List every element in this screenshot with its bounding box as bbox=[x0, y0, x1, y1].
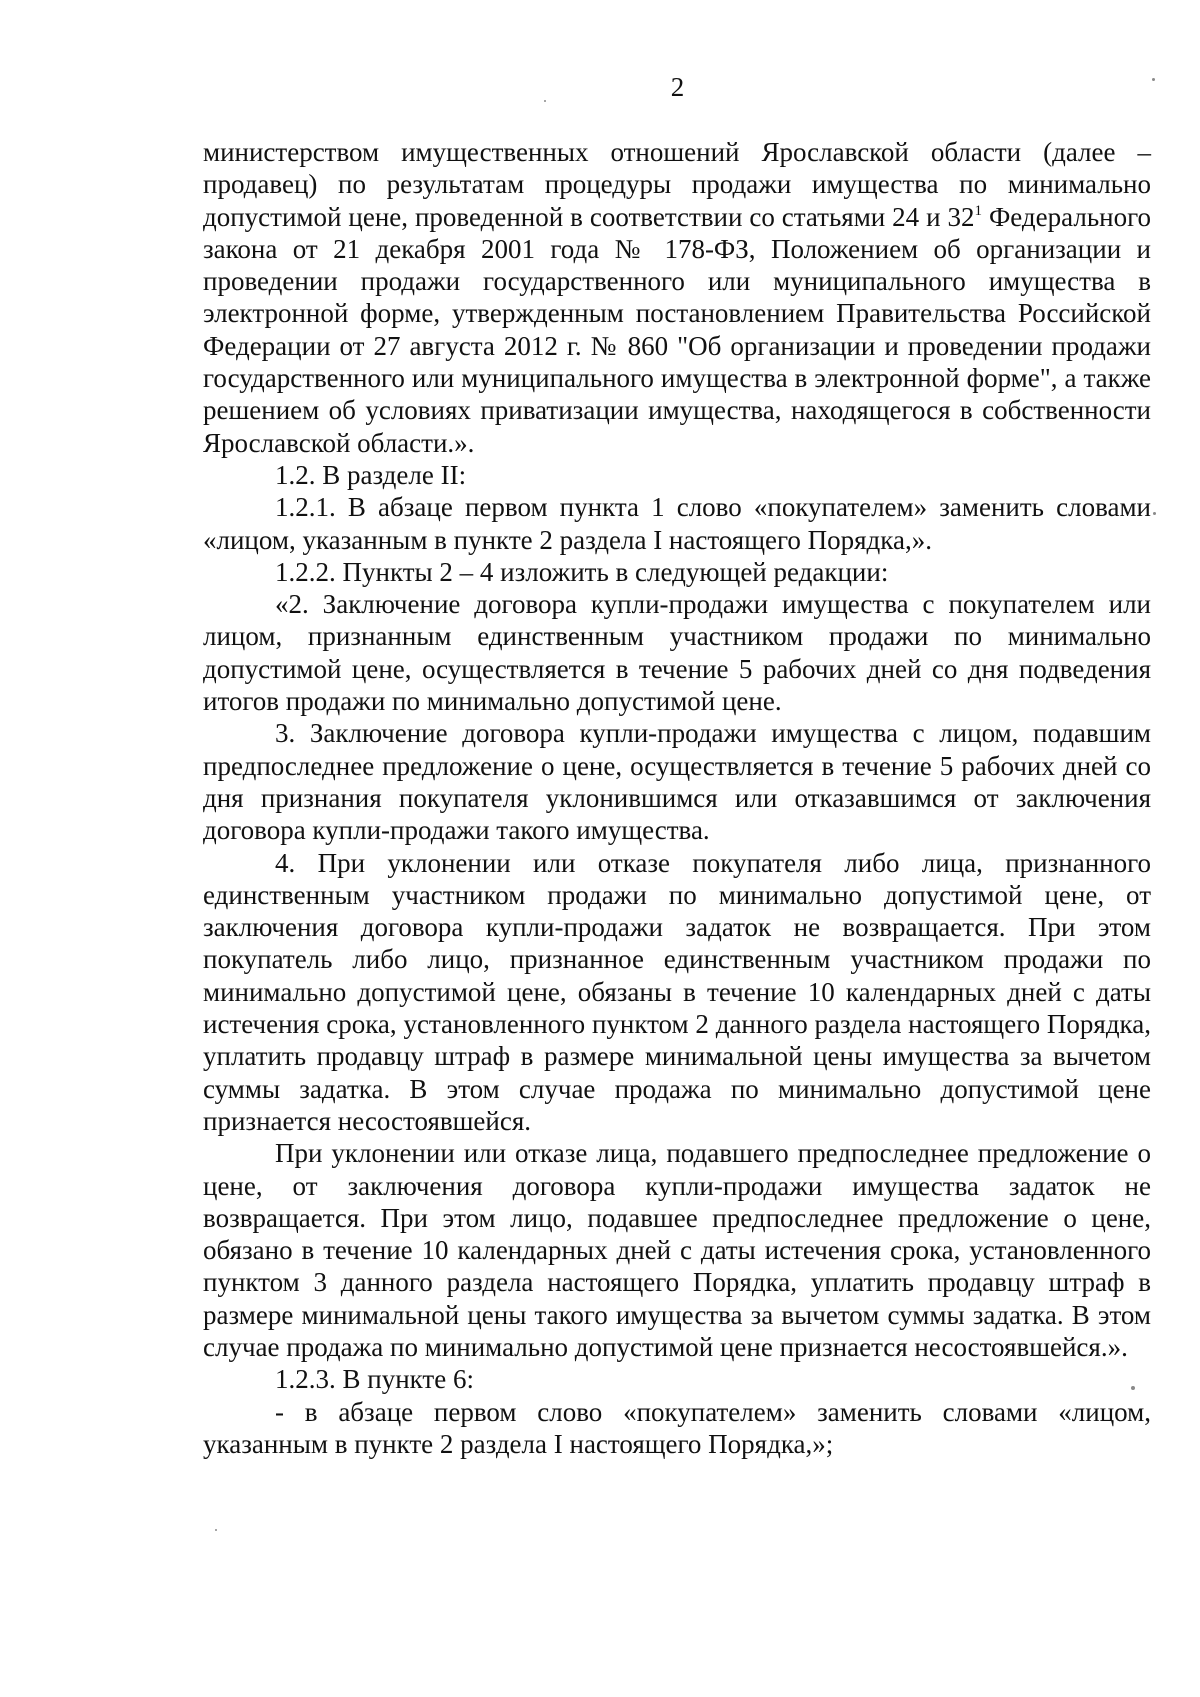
scan-speck bbox=[544, 100, 546, 102]
paragraph-section-1-2-3: 1.2.3. В пункте 6: bbox=[275, 1364, 474, 1395]
paragraph-item-2: «2. Заключение договора купли-продажи имущества с покупателем или лицом, признанным единственным участником продажи по минимально допустимой цене, осуществляется в течение 5 рабочих дней со дня подведения итогов продажи по минимально допустимой цене. bbox=[203, 589, 1151, 717]
page-number: 2 bbox=[670, 72, 685, 102]
paragraph-item-3: 3. Заключение договора купли-продажи имущества с лицом, подавшим предпоследнее предложение о цене, осуществляется в течение 5 рабочих дней со дня признания покупателя уклонившимся или отказавшимся от заключения договора купли-продажи такого имущества. bbox=[203, 718, 1151, 846]
paragraph-section-1-2-2: 1.2.2. Пункты 2 – 4 изложить в следующей редакции: bbox=[275, 556, 889, 587]
paragraph-dash-item: - в абзаце первом слово «покупателем» заменить словами «лицом, указанным в пункте 2 раздела I настоящего Порядка,»; bbox=[203, 1396, 1151, 1459]
paragraph-item-4: 4. При уклонении или отказе покупателя либо лица, признанного единственным участником продажи по минимально допустимой цене, от заключения договора купли-продажи задаток не возвращается. При этом покупатель либо лицо, признанное единственным участником продажи по минимально допустимой цене, обязаны в течение 10 календарных дней с даты истечения срока, установленного пунктом 2 данного раздела настоящего Порядка, уплатить продавцу штраф в размере минимальной цены имущества за вычетом суммы задатка. В этом случае продажа по минимально допустимой цене признается несостоявшейся. bbox=[203, 847, 1151, 1136]
paragraph-item-4-continued: При уклонении или отказе лица, подавшего предпоследнее предложение о цене, от заключения договора купли-продажи имущества задаток не возвращается. При этом лицо, подавшее предпоследнее предложение о цене, обязано в течение 10 календарных дней с даты истечения срока, установленного пунктом 3 данного раздела настоящего Порядка, уплатить продавцу штраф в размере минимальной цены такого имущества за вычетом суммы задатка. В этом случае продажа по минимально допустимой цене признается несостоявшейся.». bbox=[203, 1138, 1151, 1362]
document-body bbox=[203, 136, 1151, 1460]
scan-speck bbox=[1152, 78, 1155, 81]
scan-speck bbox=[215, 1529, 217, 1531]
scan-speck bbox=[1131, 1386, 1135, 1390]
paragraph-section-1-2: 1.2. В разделе II: bbox=[275, 459, 467, 490]
paragraph-section-1-2-1: 1.2.1. В абзаце первом пункта 1 слово «покупателем» заменить словами «лицом, указанным в пункте 2 раздела I настоящего Порядка,». bbox=[203, 492, 1151, 555]
scan-speck bbox=[1153, 512, 1156, 515]
paragraph-continued-decree: министерством имущественных отношений Ярославской области (далее – продавец) по результатам процедуры продажи имущества по минимально допустимой цене, проведенной в соответствии со статьями 24 и $32^1$ Федерального закона от 21 декабря 2001 года № 178-ФЗ, Положением об организации и проведении продажи государственного или муниципального имущества в электронной форме, утвержденным постановлением Правительства Российской Федерации от 27 августа 2012 г. № 860 "Об организации и проведении продажи государственного или муниципального имущества в электронной форме", а также решением об условиях приватизации имущества, находящегося в собственности Ярославской области.». bbox=[203, 137, 1151, 458]
superscript-article-index: 1 bbox=[974, 202, 983, 219]
